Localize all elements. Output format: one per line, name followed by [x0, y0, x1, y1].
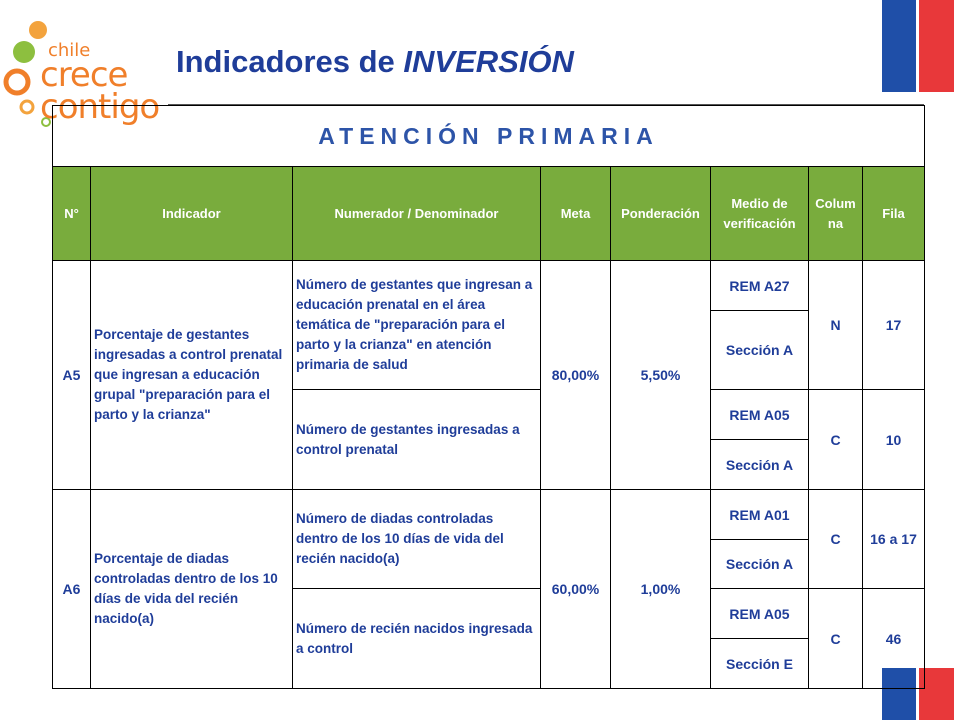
logo-text-contigo: contigo — [40, 87, 160, 127]
table-banner-row — [53, 106, 925, 167]
row-fila: 17 — [863, 261, 925, 390]
table-row — [53, 261, 925, 311]
row-medio-rem: REM A05 — [711, 589, 809, 639]
page-title-prefix: Indicadores de — [176, 44, 404, 79]
row-columna: C — [809, 589, 863, 689]
row-columna: C — [809, 490, 863, 589]
row-fila: 46 — [863, 589, 925, 689]
row-meta: 60,00% — [541, 490, 611, 689]
header-medio-verificacion: Medio de verificación — [711, 167, 809, 261]
row-medio-rem: REM A27 — [711, 261, 809, 311]
page-title — [176, 44, 574, 80]
row-medio-rem: REM A05 — [711, 390, 809, 440]
logo-text-chile: chile — [48, 40, 91, 61]
row-fila: 10 — [863, 390, 925, 490]
indicators-table — [52, 105, 925, 689]
row-medio-seccion: Sección A — [711, 440, 809, 490]
row-columna: N — [809, 261, 863, 390]
row-medio-seccion: Sección E — [711, 639, 809, 689]
row-columna: C — [809, 390, 863, 490]
row-numerador: Número de diadas controladas dentro de los 10 días de vida del recién nacido(a) — [293, 490, 541, 589]
row-denominador: Número de gestantes ingresadas a control prenatal — [293, 390, 541, 490]
header-indicador: Indicador — [91, 167, 293, 261]
row-indicador: Porcentaje de diadas controladas dentro de los 10 días de vida del recién nacido(a) — [91, 490, 293, 689]
table-row — [53, 490, 925, 540]
header-fila: Fila — [863, 167, 925, 261]
row-medio-seccion: Sección A — [711, 540, 809, 589]
table-banner: ATENCIÓN PRIMARIA — [53, 106, 925, 167]
row-id: A5 — [53, 261, 91, 490]
row-meta: 80,00% — [541, 261, 611, 490]
header-meta: Meta — [541, 167, 611, 261]
row-indicador: Porcentaje de gestantes ingresadas a control prenatal que ingresan a educación grupal "preparación para el parto y la crianza" — [91, 261, 293, 490]
flag-decoration-top — [882, 0, 954, 92]
row-medio-rem: REM A01 — [711, 490, 809, 540]
row-medio-seccion: Sección A — [711, 311, 809, 390]
logo-text-crece: crece — [40, 55, 128, 95]
header-numero: N° — [53, 167, 91, 261]
row-numerador: Número de gestantes que ingresan a educación prenatal en el área temática de "preparación para el parto y la crianza" en atención primaria de salud — [293, 261, 541, 390]
table-header-row — [53, 167, 925, 261]
header-numerador-denominador: Numerador / Denominador — [293, 167, 541, 261]
row-fila: 16 a 17 — [863, 490, 925, 589]
header-ponderacion: Ponderación — [611, 167, 711, 261]
row-id: A6 — [53, 490, 91, 689]
page-title-emphasis: INVERSIÓN — [403, 44, 574, 79]
row-ponderacion: 1,00% — [611, 490, 711, 689]
row-denominador: Número de recién nacidos ingresada a control — [293, 589, 541, 689]
header-columna: Colum na — [809, 167, 863, 261]
row-ponderacion: 5,50% — [611, 261, 711, 490]
